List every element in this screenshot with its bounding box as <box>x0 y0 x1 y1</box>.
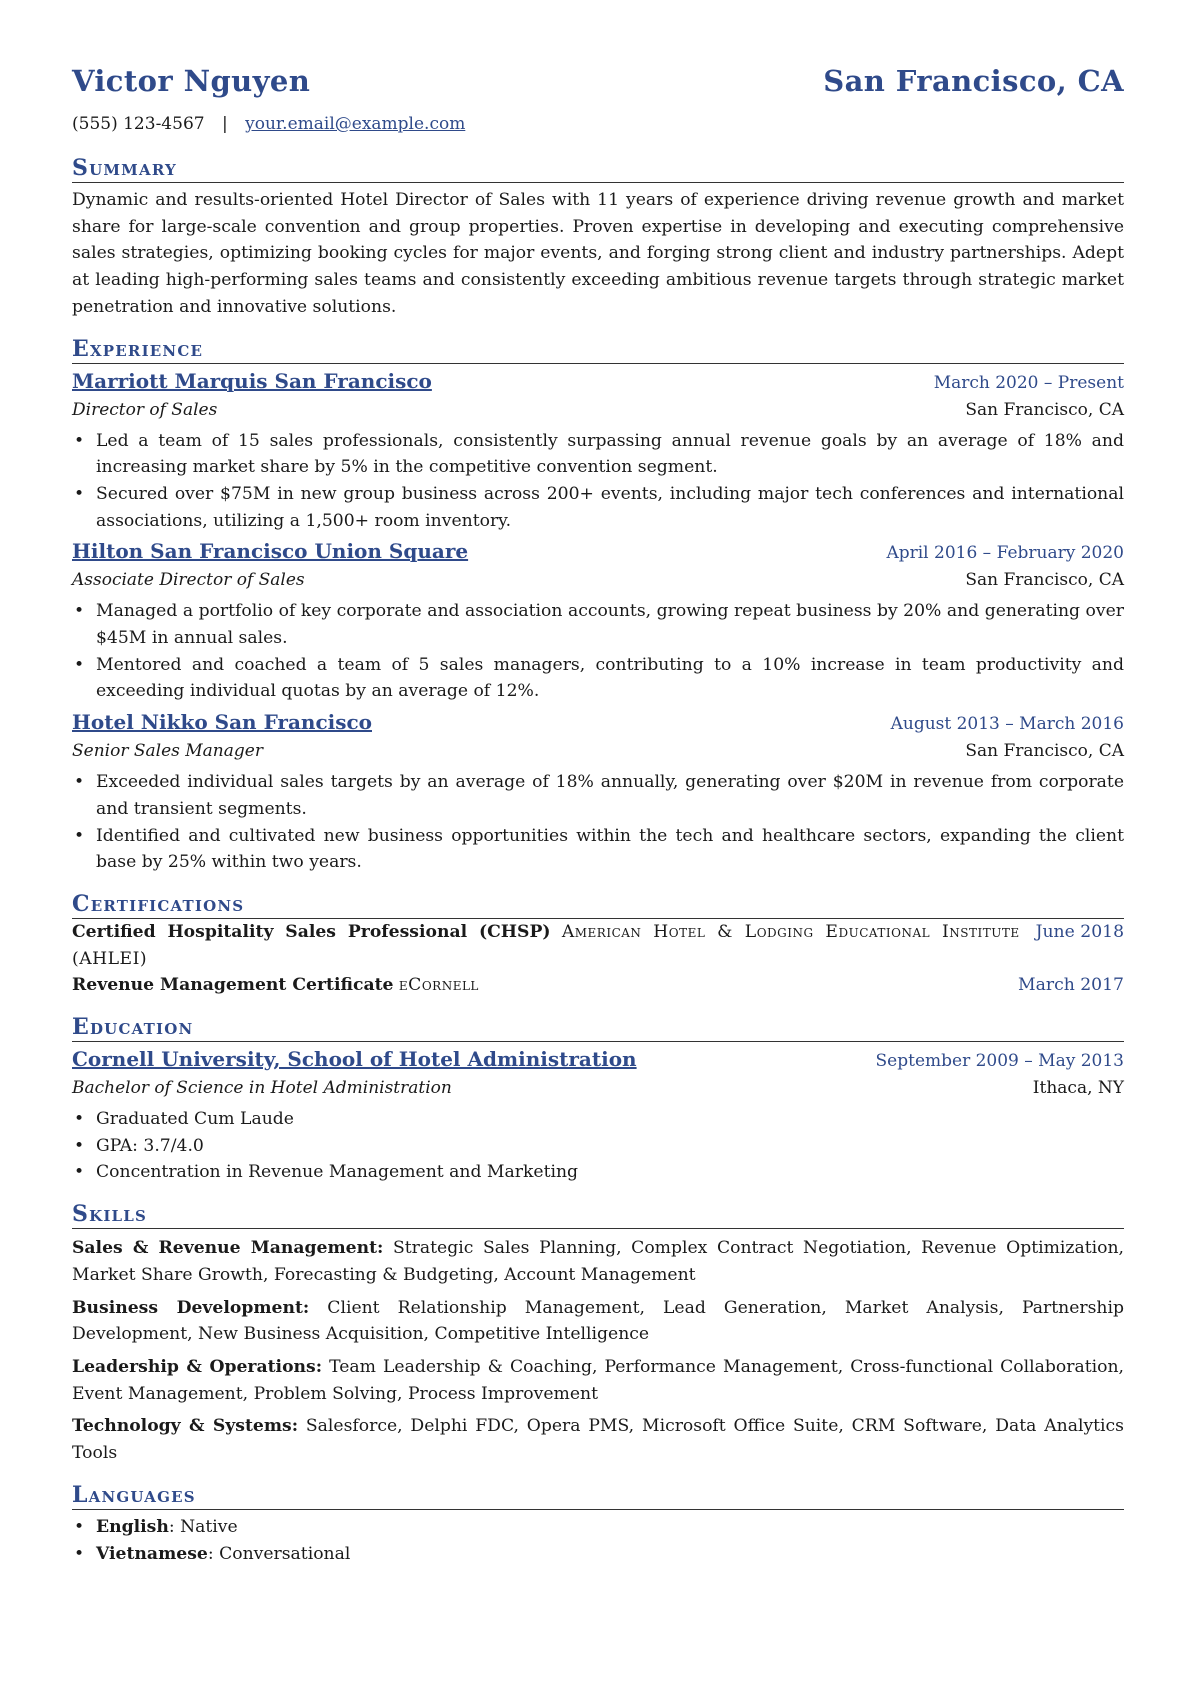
summary-text: Dynamic and results-oriented Hotel Director of Sales with 11 years of experience driving revenue growth and market share for large-scale convention and group properties. Proven expertise in developing and executing comprehensive sales strategies, optimizing booking cycles for major events, and forging strong client and industry partnerships. Adept at leading high-performing sales teams and consistently exceeding ambitious revenue targets through strategic market penetration and innovative solutions. <box>72 190 1124 317</box>
skill-group <box>72 1413 1124 1466</box>
bullet-item: • Secured over $75M in new group business across 200+ events, including major tech conferences and international associations, utilizing a 1,500+ room inventory. <box>96 481 1124 534</box>
language-level: : Native <box>168 1516 238 1537</box>
bullet-item: • Graduated Cum Laude <box>96 1106 1124 1133</box>
skill-items: Salesforce, Delphi FDC, Opera PMS, Microsoft Office Suite, CRM Software, Data Analytics Tools <box>72 1416 1124 1464</box>
bullet-item: • Mentored and coached a team of 5 sales managers, contributing to a 10% increase in team productivity and exceeding individual quotas by an average of 12%. <box>96 652 1124 705</box>
job-dates: March 2020 – Present <box>933 372 1124 393</box>
contact-line <box>72 114 1124 140</box>
certification-issuer: American Hotel & Lodging Educational Institute (AHLEI) <box>72 921 1020 969</box>
skill-category: Sales & Revenue Management: <box>72 1238 384 1259</box>
certification-entry <box>72 972 1124 999</box>
experience-entry <box>72 707 1124 876</box>
skill-items: Client Relationship Management, Lead Generation, Market Analysis, Partnership Development, New Business Acquisition, Competitive Intelligence <box>72 1297 1124 1345</box>
degree: Bachelor of Science in Hotel Administration <box>72 1078 452 1099</box>
job-dates: April 2016 – February 2020 <box>886 543 1124 564</box>
certification-entry <box>72 919 1124 972</box>
employer-link[interactable]: Hilton San Francisco Union Square <box>72 539 469 564</box>
skill-group <box>72 1295 1124 1348</box>
certification-date: June 2018 <box>1035 921 1124 942</box>
bullet-item: • Exceeded individual sales targets by an average of 18% annually, generating over $20M in revenue from corporate and transient segments. <box>96 769 1124 822</box>
bullet-item: • Concentration in Revenue Management and Marketing <box>96 1159 1124 1186</box>
job-bullets <box>72 769 1124 876</box>
employer-link[interactable]: Marriott Marquis San Francisco <box>72 368 432 393</box>
job-bullets <box>72 428 1124 535</box>
job-title: Senior Sales Manager <box>72 741 263 762</box>
header <box>72 64 1124 108</box>
candidate-name: Victor Nguyen <box>72 64 311 98</box>
job-location: San Francisco, CA <box>965 570 1124 591</box>
language-item <box>96 1514 1124 1541</box>
certification-name: Certified Hospitality Sales Professional (CHSP) <box>72 921 551 942</box>
section-title-skills: Skills <box>72 1200 1124 1229</box>
email-link[interactable]: your.email@example.com <box>245 114 466 134</box>
language-name: Vietnamese <box>96 1543 208 1564</box>
skill-items: Strategic Sales Planning, Complex Contract Negotiation, Revenue Optimization, Market Share Growth, Forecasting & Budgeting, Account Management <box>72 1238 1124 1285</box>
contact-separator: | <box>221 114 228 134</box>
section-title-experience: Experience <box>72 335 1124 364</box>
certification-name: Revenue Management Certificate <box>72 975 394 996</box>
language-list <box>72 1514 1124 1567</box>
job-title: Director of Sales <box>72 399 218 420</box>
section-title-languages: Languages <box>72 1481 1124 1510</box>
skill-category: Technology & Systems: <box>72 1416 299 1437</box>
education-bullets <box>72 1106 1124 1186</box>
skill-category: Leadership & Operations: <box>72 1356 323 1377</box>
section-title-summary: Summary <box>72 154 1124 183</box>
candidate-location: San Francisco, CA <box>823 64 1124 98</box>
certification-issuer: eCornell <box>398 975 479 996</box>
bullet-item: • Led a team of 15 sales professionals, consistently surpassing annual revenue goals by an average of 18% and increasing market share by 5% in the competitive convention segment. <box>96 428 1124 481</box>
language-item <box>96 1541 1124 1568</box>
bullet-item: • Managed a portfolio of key corporate and association accounts, growing repeat business by 20% and generating over $45M in annual sales. <box>96 598 1124 651</box>
skill-group <box>72 1354 1124 1407</box>
certification-date: March 2017 <box>1018 975 1124 996</box>
school-link[interactable]: Cornell University, School of Hotel Administration <box>72 1047 637 1072</box>
language-name: English <box>96 1516 169 1537</box>
education-dates: September 2009 – May 2013 <box>875 1051 1124 1072</box>
job-location: San Francisco, CA <box>965 741 1124 762</box>
skill-items: Team Leadership & Coaching, Performance Management, Cross-functional Collaboration, Event Management, Problem Solving, Process Improvement <box>72 1356 1124 1404</box>
language-level: : Conversational <box>207 1543 351 1564</box>
education-location: Ithaca, NY <box>1032 1078 1124 1099</box>
section-title-education: Education <box>72 1013 1124 1042</box>
experience-entry <box>72 536 1124 705</box>
job-dates: August 2013 – March 2016 <box>890 714 1124 735</box>
education-entry <box>72 1044 1124 1186</box>
skill-category: Business Development: <box>72 1297 310 1318</box>
bullet-item: • Identified and cultivated new business opportunities within the tech and healthcare sectors, expanding the client base by 25% within two years. <box>96 823 1124 876</box>
employer-link[interactable]: Hotel Nikko San Francisco <box>72 710 372 735</box>
section-title-certifications: Certifications <box>72 890 1124 919</box>
job-bullets <box>72 598 1124 705</box>
job-title: Associate Director of Sales <box>72 570 305 591</box>
bullet-item: • GPA: 3.7/4.0 <box>96 1133 1124 1160</box>
phone-number: (555) 123-4567 <box>72 114 205 134</box>
job-location: San Francisco, CA <box>965 399 1124 420</box>
experience-entry <box>72 366 1124 535</box>
skill-group <box>72 1235 1124 1288</box>
